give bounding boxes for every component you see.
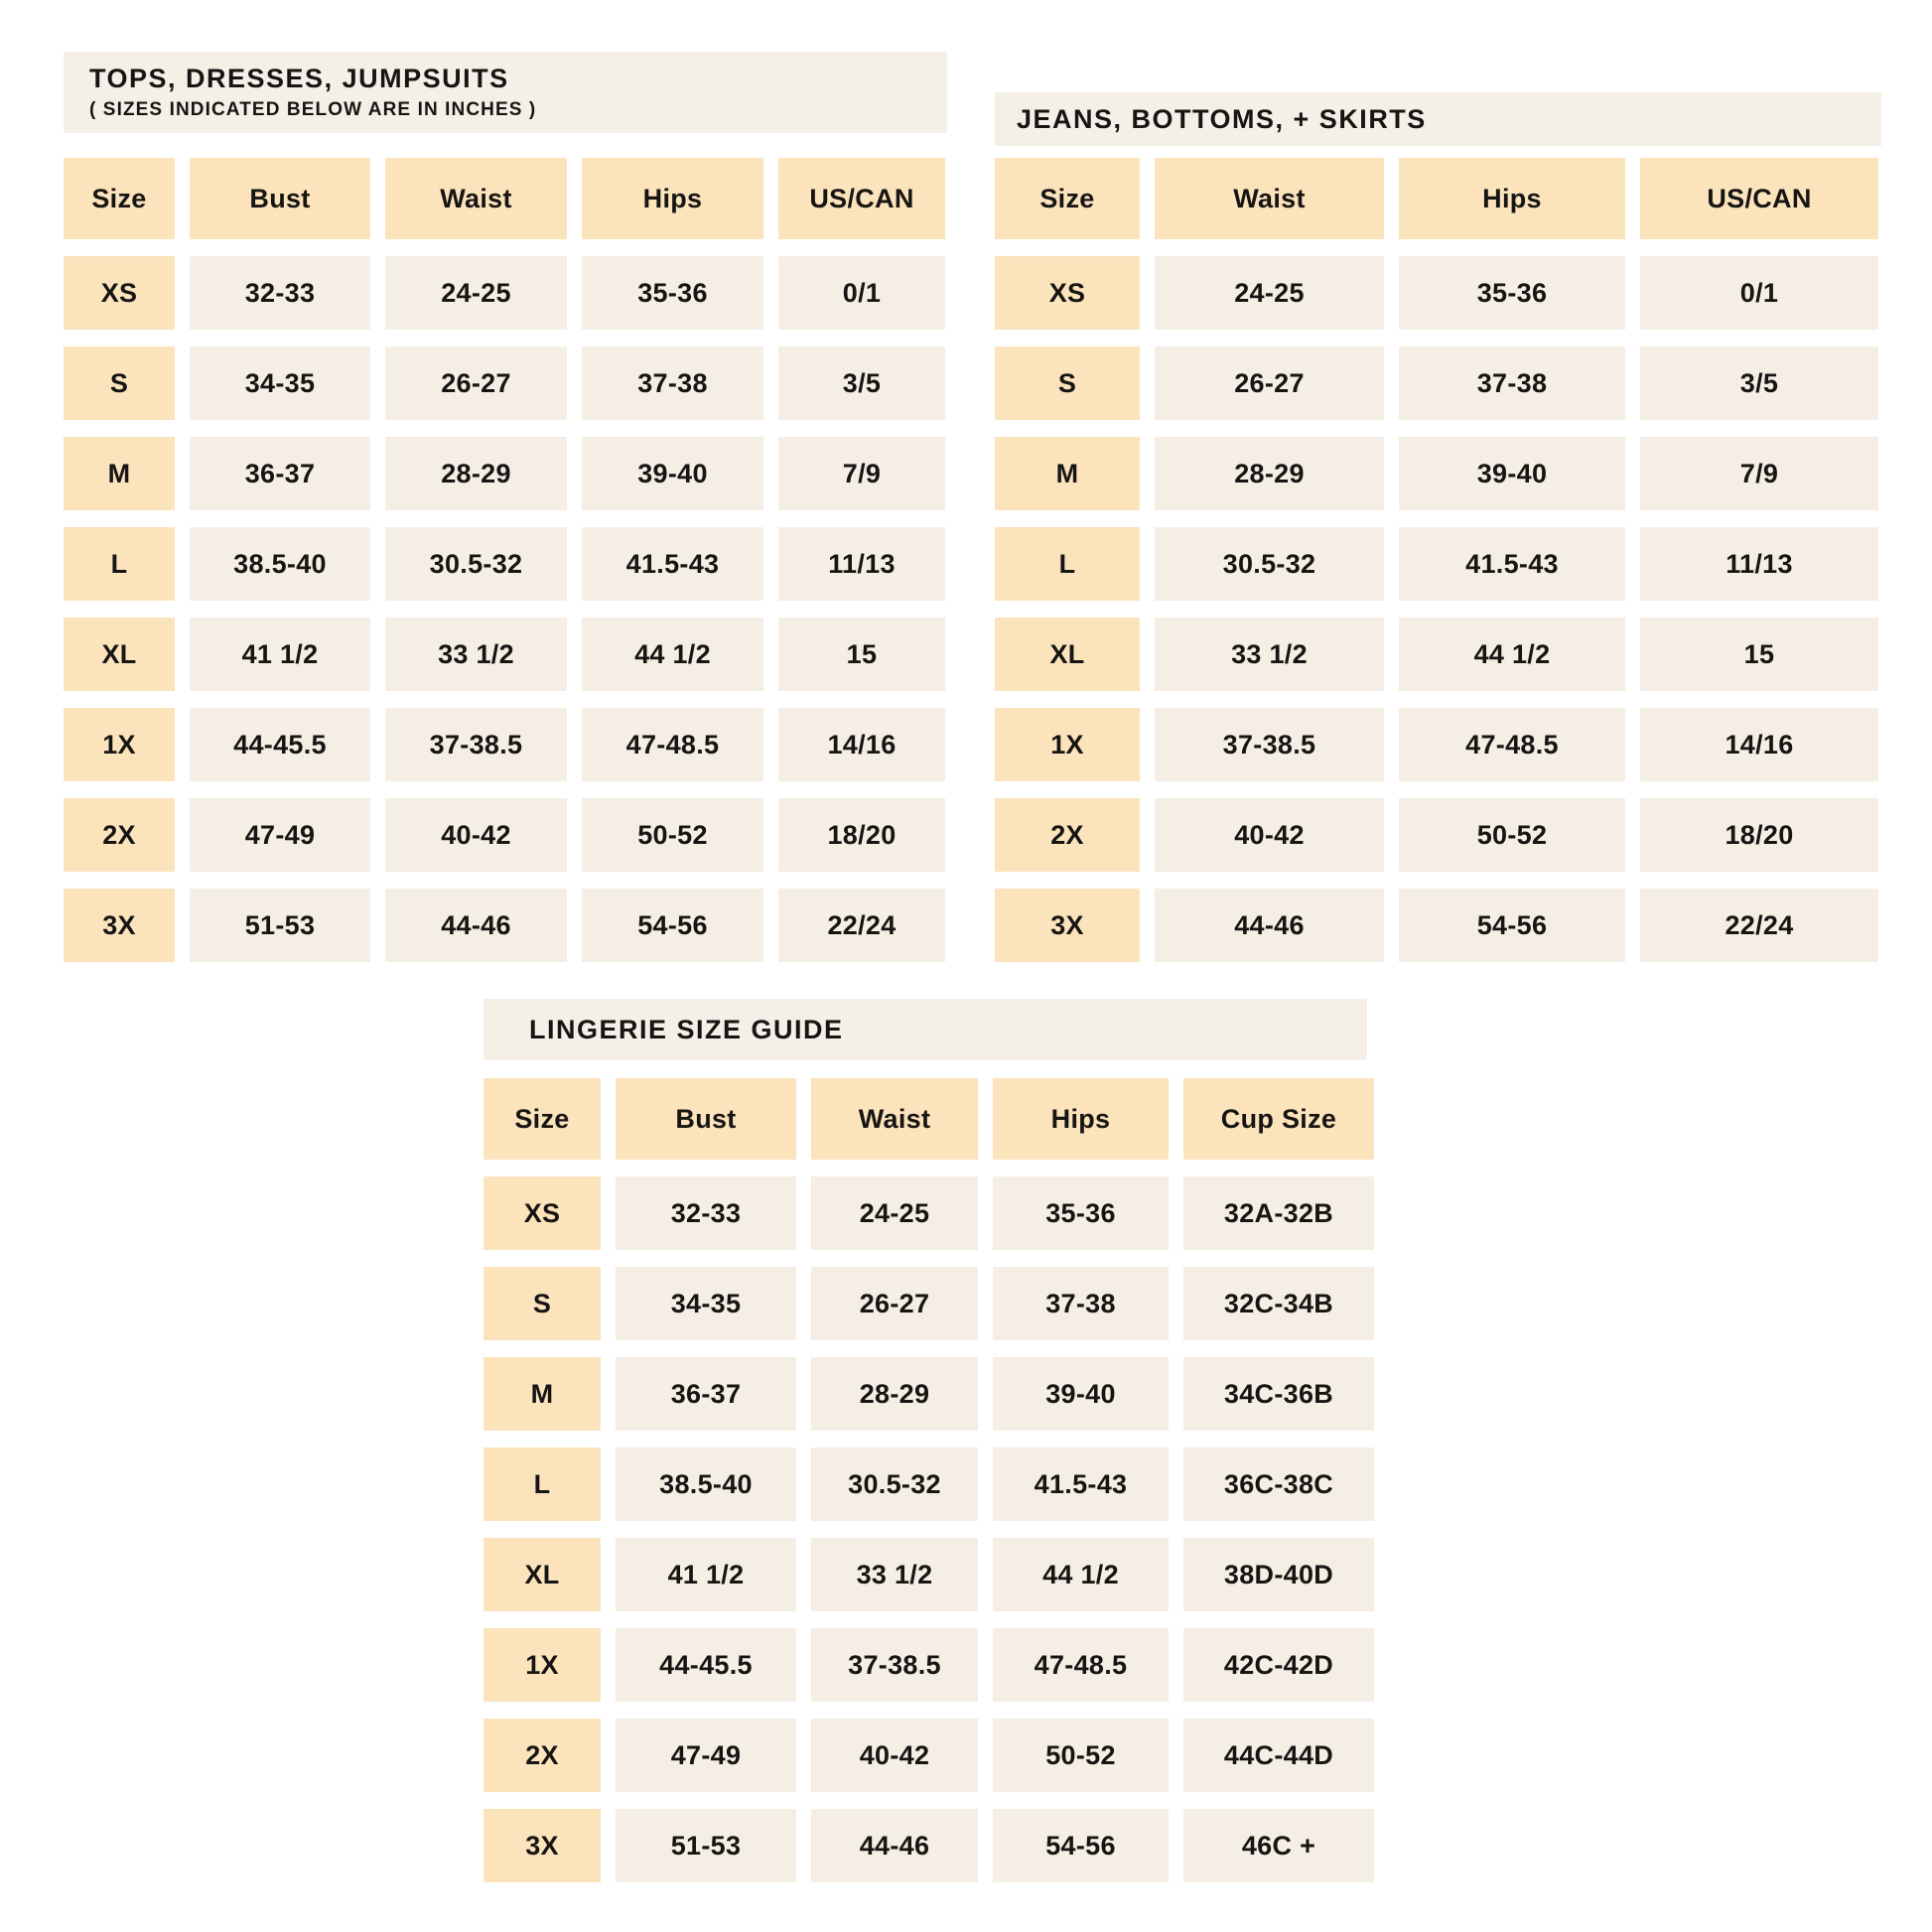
lingerie-data-cell: 54-56 [993, 1809, 1169, 1882]
tops-data-cell: 24-25 [385, 256, 567, 330]
jeans-data-cell: 44 1/2 [1399, 618, 1625, 691]
lingerie-data-cell: 42C-42D [1183, 1628, 1374, 1702]
lingerie-data-cell: 24-25 [811, 1176, 978, 1250]
lingerie-data-cell: 36C-38C [1183, 1448, 1374, 1521]
jeans-data-cell: 7/9 [1640, 437, 1878, 510]
lingerie-header-waist: Waist [811, 1078, 978, 1160]
lingerie-data-cell: 37-38.5 [811, 1628, 978, 1702]
jeans-data-cell: 47-48.5 [1399, 708, 1625, 781]
tops-data-cell: 28-29 [385, 437, 567, 510]
jeans-data-cell: 33 1/2 [1155, 618, 1384, 691]
tops-header-hips: Hips [582, 158, 763, 239]
tops-data-cell: 40-42 [385, 798, 567, 872]
lingerie-header-hips: Hips [993, 1078, 1169, 1160]
lingerie-data-cell: 32-33 [616, 1176, 796, 1250]
tops-data-cell: 38.5-40 [190, 527, 370, 601]
jeans-table [995, 92, 1881, 962]
lingerie-grid [483, 1078, 1374, 1882]
jeans-grid [995, 158, 1881, 962]
tops-size-cell: 3X [64, 889, 175, 962]
tops-data-cell: 26-27 [385, 346, 567, 420]
lingerie-data-cell: 44C-44D [1183, 1719, 1374, 1792]
lingerie-size-cell: 3X [483, 1809, 601, 1882]
jeans-size-cell: S [995, 346, 1140, 420]
lingerie-size-cell: XS [483, 1176, 601, 1250]
tops-data-cell: 3/5 [778, 346, 945, 420]
lingerie-data-cell: 51-53 [616, 1809, 796, 1882]
lingerie-header-size: Size [483, 1078, 601, 1160]
tops-data-cell: 47-49 [190, 798, 370, 872]
jeans-data-cell: 24-25 [1155, 256, 1384, 330]
lingerie-data-cell: 32C-34B [1183, 1267, 1374, 1340]
jeans-data-cell: 26-27 [1155, 346, 1384, 420]
jeans-data-cell: 37-38 [1399, 346, 1625, 420]
lingerie-header-cup: Cup Size [1183, 1078, 1374, 1160]
lingerie-title: LINGERIE SIZE GUIDE [529, 1014, 844, 1044]
jeans-header-uscan: US/CAN [1640, 158, 1878, 239]
tops-header-size: Size [64, 158, 175, 239]
tops-subtitle: ( SIZES INDICATED BELOW ARE IN INCHES ) [89, 99, 537, 120]
tops-size-cell: XL [64, 618, 175, 691]
tops-data-cell: 41 1/2 [190, 618, 370, 691]
tops-data-cell: 35-36 [582, 256, 763, 330]
tops-data-cell: 47-48.5 [582, 708, 763, 781]
lingerie-data-cell: 44 1/2 [993, 1538, 1169, 1611]
tops-table [64, 52, 947, 962]
lingerie-data-cell: 39-40 [993, 1357, 1169, 1431]
lingerie-data-cell: 47-49 [616, 1719, 796, 1792]
tops-data-cell: 11/13 [778, 527, 945, 601]
jeans-size-cell: 3X [995, 889, 1140, 962]
tops-data-cell: 44 1/2 [582, 618, 763, 691]
tops-data-cell: 15 [778, 618, 945, 691]
tops-data-cell: 37-38.5 [385, 708, 567, 781]
jeans-data-cell: 15 [1640, 618, 1878, 691]
tops-data-cell: 22/24 [778, 889, 945, 962]
lingerie-data-cell: 47-48.5 [993, 1628, 1169, 1702]
lingerie-data-cell: 50-52 [993, 1719, 1169, 1792]
tops-data-cell: 14/16 [778, 708, 945, 781]
jeans-data-cell: 3/5 [1640, 346, 1878, 420]
jeans-data-cell: 35-36 [1399, 256, 1625, 330]
tops-size-cell: L [64, 527, 175, 601]
tops-data-cell: 51-53 [190, 889, 370, 962]
lingerie-data-cell: 41 1/2 [616, 1538, 796, 1611]
tops-header-waist: Waist [385, 158, 567, 239]
lingerie-data-cell: 41.5-43 [993, 1448, 1169, 1521]
lingerie-data-cell: 32A-32B [1183, 1176, 1374, 1250]
jeans-size-cell: XL [995, 618, 1140, 691]
tops-title-banner [64, 52, 947, 133]
jeans-data-cell: 40-42 [1155, 798, 1384, 872]
lingerie-data-cell: 34-35 [616, 1267, 796, 1340]
jeans-title-banner [995, 92, 1881, 146]
tops-header-uscan: US/CAN [778, 158, 945, 239]
lingerie-data-cell: 38.5-40 [616, 1448, 796, 1521]
lingerie-table [483, 999, 1374, 1882]
tops-data-cell: 54-56 [582, 889, 763, 962]
jeans-header-hips: Hips [1399, 158, 1625, 239]
lingerie-data-cell: 38D-40D [1183, 1538, 1374, 1611]
jeans-header-waist: Waist [1155, 158, 1384, 239]
tops-header-bust: Bust [190, 158, 370, 239]
tops-data-cell: 33 1/2 [385, 618, 567, 691]
lingerie-size-cell: XL [483, 1538, 601, 1611]
lingerie-data-cell: 26-27 [811, 1267, 978, 1340]
lingerie-data-cell: 28-29 [811, 1357, 978, 1431]
tops-data-cell: 34-35 [190, 346, 370, 420]
tops-size-cell: 1X [64, 708, 175, 781]
jeans-data-cell: 0/1 [1640, 256, 1878, 330]
lingerie-data-cell: 34C-36B [1183, 1357, 1374, 1431]
tops-data-cell: 7/9 [778, 437, 945, 510]
jeans-size-cell: L [995, 527, 1140, 601]
tops-data-cell: 32-33 [190, 256, 370, 330]
jeans-data-cell: 41.5-43 [1399, 527, 1625, 601]
lingerie-size-cell: M [483, 1357, 601, 1431]
lingerie-size-cell: L [483, 1448, 601, 1521]
tops-data-cell: 37-38 [582, 346, 763, 420]
jeans-data-cell: 14/16 [1640, 708, 1878, 781]
lingerie-data-cell: 36-37 [616, 1357, 796, 1431]
jeans-title: JEANS, BOTTOMS, + SKIRTS [1017, 103, 1427, 134]
lingerie-data-cell: 35-36 [993, 1176, 1169, 1250]
tops-data-cell: 18/20 [778, 798, 945, 872]
tops-data-cell: 50-52 [582, 798, 763, 872]
tops-data-cell: 44-45.5 [190, 708, 370, 781]
tops-data-cell: 44-46 [385, 889, 567, 962]
jeans-data-cell: 37-38.5 [1155, 708, 1384, 781]
tops-data-cell: 36-37 [190, 437, 370, 510]
lingerie-size-cell: S [483, 1267, 601, 1340]
jeans-data-cell: 18/20 [1640, 798, 1878, 872]
jeans-data-cell: 11/13 [1640, 527, 1878, 601]
tops-data-cell: 30.5-32 [385, 527, 567, 601]
tops-title: TOPS, DRESSES, JUMPSUITS [89, 64, 509, 93]
lingerie-data-cell: 46C + [1183, 1809, 1374, 1882]
lingerie-data-cell: 37-38 [993, 1267, 1169, 1340]
jeans-header-size: Size [995, 158, 1140, 239]
jeans-size-cell: M [995, 437, 1140, 510]
lingerie-size-cell: 2X [483, 1719, 601, 1792]
jeans-size-cell: 2X [995, 798, 1140, 872]
lingerie-data-cell: 44-45.5 [616, 1628, 796, 1702]
tops-data-cell: 0/1 [778, 256, 945, 330]
lingerie-size-cell: 1X [483, 1628, 601, 1702]
jeans-data-cell: 54-56 [1399, 889, 1625, 962]
jeans-data-cell: 44-46 [1155, 889, 1384, 962]
jeans-data-cell: 39-40 [1399, 437, 1625, 510]
tops-data-cell: 41.5-43 [582, 527, 763, 601]
tops-size-cell: M [64, 437, 175, 510]
lingerie-header-bust: Bust [616, 1078, 796, 1160]
lingerie-data-cell: 33 1/2 [811, 1538, 978, 1611]
tops-size-cell: XS [64, 256, 175, 330]
lingerie-data-cell: 44-46 [811, 1809, 978, 1882]
tops-grid [64, 158, 947, 962]
tops-size-cell: 2X [64, 798, 175, 872]
jeans-size-cell: XS [995, 256, 1140, 330]
jeans-data-cell: 50-52 [1399, 798, 1625, 872]
lingerie-data-cell: 30.5-32 [811, 1448, 978, 1521]
jeans-data-cell: 22/24 [1640, 889, 1878, 962]
lingerie-data-cell: 40-42 [811, 1719, 978, 1792]
jeans-data-cell: 28-29 [1155, 437, 1384, 510]
tops-data-cell: 39-40 [582, 437, 763, 510]
jeans-size-cell: 1X [995, 708, 1140, 781]
lingerie-title-banner [483, 999, 1367, 1060]
tops-size-cell: S [64, 346, 175, 420]
jeans-data-cell: 30.5-32 [1155, 527, 1384, 601]
